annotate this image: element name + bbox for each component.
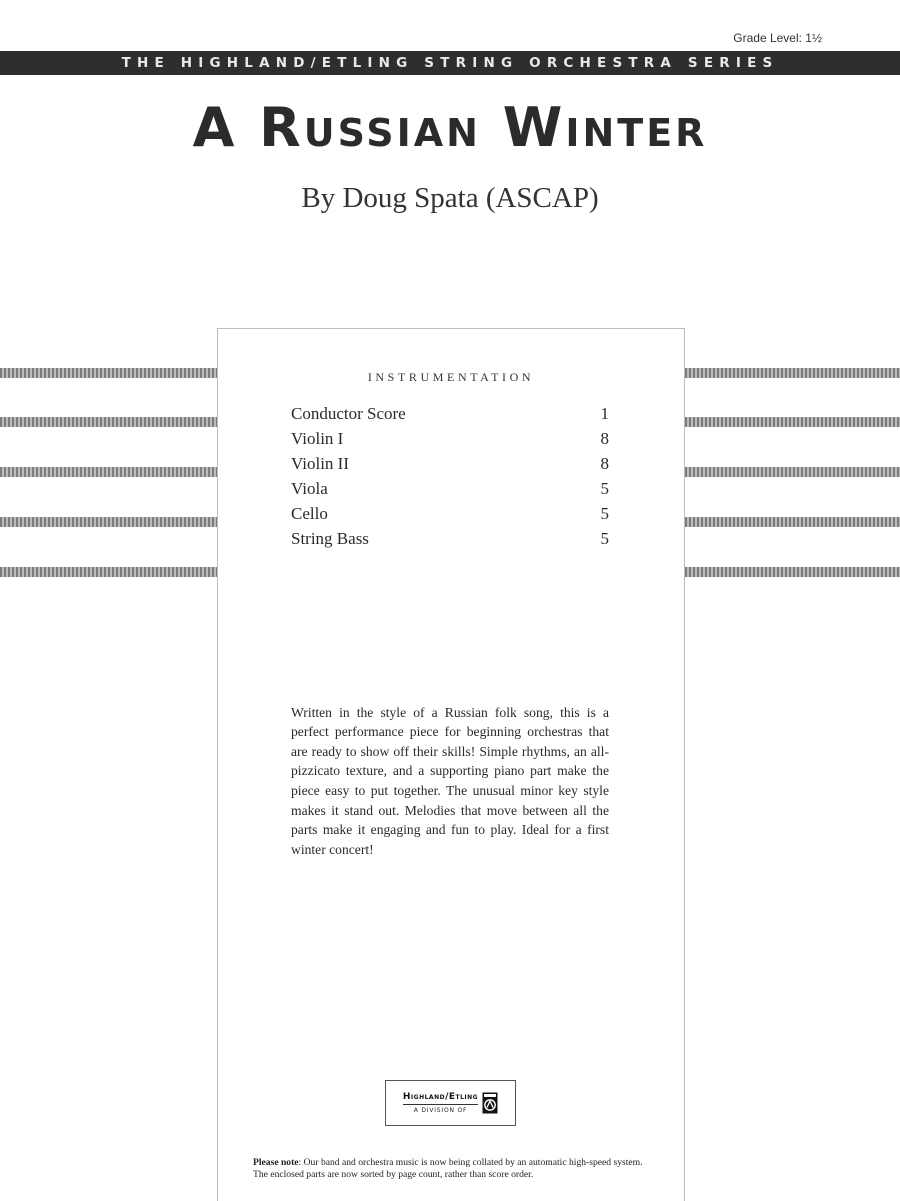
grade-level: Grade Level: 1½ [733,31,822,45]
instrument-name: Violin II [291,454,349,473]
staff-line-right-4 [685,517,900,527]
instrument-count: 5 [600,529,609,548]
instrument-count: 5 [600,504,609,523]
instrument-count: 1 [600,404,609,423]
instrument-name: Cello [291,504,328,523]
list-item [291,401,609,426]
composer-byline: By Doug Spata (ASCAP) [301,182,599,214]
alfred-logo-icon [482,1092,498,1114]
note-text: : Our band and orchestra music is now being collated by an automatic high-speed system. The enclosed parts are now sorted by page count, rather than score order. [253,1156,643,1181]
publisher-logo [385,1080,516,1126]
staff-line-left-2 [0,417,217,427]
list-item [291,501,609,526]
page-title: A Russian Winter [192,96,708,159]
list-item [291,426,609,451]
staff-line-left-5 [0,567,217,577]
piece-description: Written in the style of a Russian folk song, this is a perfect performance piece for beginning orchestras that are ready to show off their skills! Simple rhythms, an all-pizzicato texture, and a supporting piano part make the piece easy to put together. The unusual minor key style makes it stand out. Melodies that move between all the parts make it engaging and fun to play. Ideal for a first winter concert! [291,704,609,857]
instrument-name: Conductor Score [291,404,406,423]
content-panel [217,328,685,1201]
instrumentation-heading: INSTRUMENTATION [367,370,535,384]
list-item [291,526,609,551]
note-label: Please note [253,1156,299,1168]
instrument-count: 8 [600,454,609,473]
instrument-count: 5 [600,479,609,498]
publisher-logo-text [403,1093,478,1114]
instrumentation-list [291,401,609,551]
instrument-name: Viola [291,479,328,498]
instrument-count: 8 [600,429,609,448]
staff-line-left-1 [0,368,217,378]
staff-line-right-2 [685,417,900,427]
publisher-subtitle: A DIVISION OF [413,1106,468,1114]
staff-line-left-3 [0,467,217,477]
list-item [291,451,609,476]
collation-note [253,1157,653,1182]
staff-line-left-4 [0,517,217,527]
list-item [291,476,609,501]
staff-line-right-1 [685,368,900,378]
series-banner: THE HIGHLAND/ETLING STRING ORCHESTRA SERIES [0,51,900,75]
staff-line-right-5 [685,567,900,577]
publisher-name: Highland/Etling [403,1093,478,1105]
instrument-name: Violin I [291,429,344,448]
staff-line-right-3 [685,467,900,477]
instrument-name: String Bass [291,529,369,548]
